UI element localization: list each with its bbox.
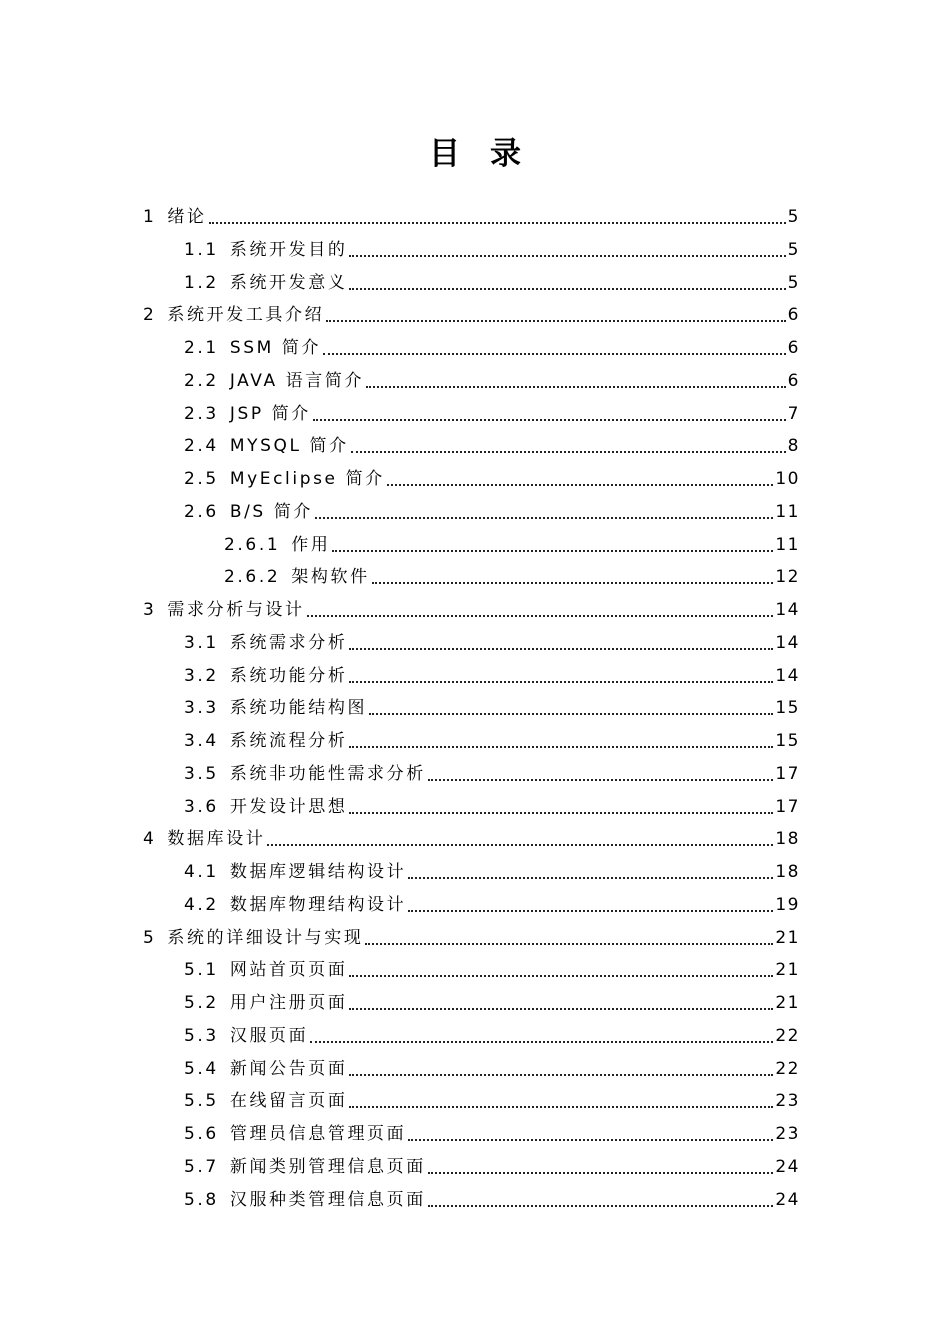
toc-entry[interactable] [184,981,800,1013]
toc-entry-title: 汉服页面 [229,1025,309,1046]
toc-entry[interactable] [184,948,800,980]
toc-entry[interactable] [184,686,800,718]
toc-entry[interactable] [184,424,800,456]
toc-entry[interactable] [184,359,800,391]
toc-entry-title: JAVA 语言简介 [229,370,365,391]
toc-entry-page-number: 22 [775,1058,800,1079]
toc-dot-leader [351,451,786,453]
toc-dot-leader [349,255,785,257]
toc-dot-leader [349,746,773,748]
toc-dot-leader [315,517,773,519]
toc-entry-page-number: 5 [787,272,800,293]
toc-entry[interactable] [184,1112,800,1144]
toc-entry-page-number: 21 [775,927,800,948]
toc-entry-title: 系统流程分析 [229,731,348,751]
toc-dot-leader [428,1172,774,1174]
toc-entry[interactable] [143,195,800,227]
toc-entry[interactable] [143,916,800,948]
toc-dot-leader [366,386,786,388]
toc-entry-number: 3.4 [184,731,219,751]
toc-entry-title: 网站首页页面 [229,960,348,981]
toc-entry[interactable] [143,817,800,849]
toc-entry-title: 系统开发意义 [229,272,348,293]
toc-entry-number: 2.6.2 [224,567,281,588]
toc-entry-title: 系统功能分析 [229,665,348,686]
toc-dot-leader [310,1041,773,1043]
toc-entry-page-number: 23 [775,1091,800,1112]
toc-entry-number: 2.6.1 [224,534,281,555]
toc-entry[interactable] [184,785,800,817]
toc-dot-leader [428,779,774,781]
toc-entry-number: 3.3 [184,698,219,719]
toc-entry[interactable] [184,228,800,260]
toc-entry[interactable] [184,883,800,915]
toc-entry-title: 架构软件 [291,567,370,588]
toc-entry-number: 2.1 [184,338,219,358]
toc-entry-page-number: 12 [775,567,800,588]
toc-entry[interactable] [184,457,800,489]
toc-entry-page-number: 18 [775,829,800,850]
toc-entry-page-number: 6 [787,338,800,358]
toc-entry-number: 2.4 [184,436,219,457]
toc-entry-page-number: 10 [775,469,800,489]
toc-entry-page-number: 11 [775,534,800,555]
toc-entry[interactable] [184,326,800,358]
toc-entry[interactable] [143,293,800,325]
toc-entry-title: 系统的详细设计与实现 [167,927,364,948]
toc-entry-title: 开发设计思想 [229,796,348,817]
toc-entry-number: 5.3 [184,1025,219,1046]
toc-entry[interactable] [184,392,800,424]
toc-entry-page-number: 6 [787,305,800,326]
toc-entry-page-number: 23 [775,1124,800,1144]
toc-entry-title: 系统开发目的 [229,239,348,260]
toc-entry-page-number: 6 [787,370,800,391]
toc-entry-number: 2 [143,305,157,326]
toc-entry-title: 数据库设计 [167,829,266,850]
toc-entry[interactable] [224,555,800,587]
toc-entry-title: 新闻公告页面 [229,1058,348,1079]
toc-dot-leader [326,320,785,322]
toc-entry-page-number: 5 [787,207,800,227]
toc-entry-number: 2.2 [184,370,219,391]
toc-entry-page-number: 17 [775,763,800,784]
toc-entry-page-number: 15 [775,731,800,751]
toc-dot-leader [349,975,773,977]
toc-entry-title: 需求分析与设计 [167,600,305,620]
toc-entry-title: JSP 简介 [229,403,311,424]
toc-entry-title: 管理员信息管理页面 [229,1124,407,1144]
toc-entry[interactable] [184,1047,800,1079]
toc-entry-page-number: 8 [787,436,800,457]
toc-dot-leader [323,353,786,355]
toc-entry[interactable] [184,1014,800,1046]
toc-entry[interactable] [184,621,800,653]
toc-entry-number: 1 [143,207,157,227]
page-title: 目录 [429,136,551,172]
toc-entry-title: 系统需求分析 [229,632,348,653]
toc-entry-page-number: 14 [775,600,800,620]
toc-dot-leader [349,812,773,814]
toc-entry[interactable] [184,261,800,293]
toc-entry-page-number: 18 [775,862,800,882]
toc-dot-leader [387,484,774,486]
toc-entry-page-number: 7 [787,403,800,424]
toc-entry-number: 3.6 [184,796,219,817]
toc-entry-page-number: 24 [775,1156,800,1177]
toc-entry-title: MyEclipse 简介 [229,469,385,489]
toc-dot-leader [408,1139,773,1141]
toc-entry[interactable] [184,654,800,686]
toc-entry-number: 5.8 [184,1189,219,1210]
toc-dot-leader [349,288,785,290]
toc-entry-number: 5.5 [184,1091,219,1112]
toc-dot-leader [372,582,774,584]
toc-dot-leader [332,550,773,552]
toc-entry-number: 1.2 [184,272,219,293]
toc-entry-number: 5.4 [184,1058,219,1079]
toc-dot-leader [408,910,773,912]
toc-entry-title: 用户注册页面 [229,993,348,1013]
toc-dot-leader [349,681,773,683]
toc-dot-leader [349,648,773,650]
toc-entry-page-number: 21 [775,960,800,981]
toc-entry-number: 5.7 [184,1156,219,1177]
toc-dot-leader [408,877,773,879]
toc-entry-title: B/S 简介 [229,501,314,522]
toc-dot-leader [313,419,786,421]
toc-entry-number: 2.3 [184,403,219,424]
toc-dot-leader [365,943,773,945]
toc-dot-leader [349,1008,773,1010]
toc-entry-title: 汉服种类管理信息页面 [229,1189,426,1210]
toc-entry-page-number: 24 [775,1189,800,1210]
toc-entry[interactable] [184,1178,800,1210]
toc-entry-title: 系统非功能性需求分析 [229,763,426,784]
toc-dot-leader [267,844,773,846]
toc-entry-page-number: 21 [775,993,800,1013]
toc-entry-page-number: 17 [775,796,800,817]
toc-entry-title: 作用 [291,534,331,555]
toc-entry-title: 系统开发工具介绍 [167,305,325,326]
toc-entry-title: 新闻类别管理信息页面 [229,1156,426,1177]
toc-entry-page-number: 15 [775,698,800,719]
toc-entry[interactable] [184,850,800,882]
toc-entry-page-number: 14 [775,665,800,686]
toc-entry-page-number: 11 [775,501,800,522]
toc-dot-leader [307,615,774,617]
toc-entry-title: 数据库物理结构设计 [229,894,407,915]
toc-entry-number: 3.2 [184,665,219,686]
toc-entry[interactable] [224,523,800,555]
toc-entry-page-number: 14 [775,632,800,653]
toc-entry-number: 3 [143,600,157,620]
toc-entry-title: 绪论 [167,207,207,227]
toc-entry-number: 5 [143,927,157,948]
toc-entry-number: 4.1 [184,862,219,882]
toc-entry-page-number: 19 [775,894,800,915]
toc-entry[interactable] [184,490,800,522]
toc-entry-title: 系统功能结构图 [229,698,368,719]
toc-entry-number: 4 [143,829,157,850]
toc-entry-title: MYSQL 简介 [229,436,349,457]
toc-dot-leader [209,222,786,224]
toc-entry[interactable] [184,1079,800,1111]
toc-entry-number: 3.1 [184,632,219,653]
toc-entry-page-number: 5 [787,239,800,260]
toc-entry-number: 5.1 [184,960,219,981]
toc-dot-leader [349,1074,773,1076]
toc-dot-leader [369,713,773,715]
toc-entry[interactable] [184,1145,800,1177]
toc-dot-leader [349,1106,773,1108]
toc-entry-number: 4.2 [184,894,219,915]
toc-dot-leader [428,1205,774,1207]
toc-entry[interactable] [143,588,800,620]
toc-entry-title: SSM 简介 [229,338,322,358]
toc-entry-number: 2.5 [184,469,219,489]
toc-entry-title: 在线留言页面 [229,1091,348,1112]
toc-entry-number: 1.1 [184,239,219,260]
toc-entry-number: 5.6 [184,1124,219,1144]
toc-entry-title: 数据库逻辑结构设计 [229,862,407,882]
toc-entry[interactable] [184,719,800,751]
toc-entry-number: 2.6 [184,501,219,522]
toc-entry-page-number: 22 [775,1025,800,1046]
toc-entry-number: 5.2 [184,993,219,1013]
toc-entry[interactable] [184,752,800,784]
toc-entry-number: 3.5 [184,763,219,784]
